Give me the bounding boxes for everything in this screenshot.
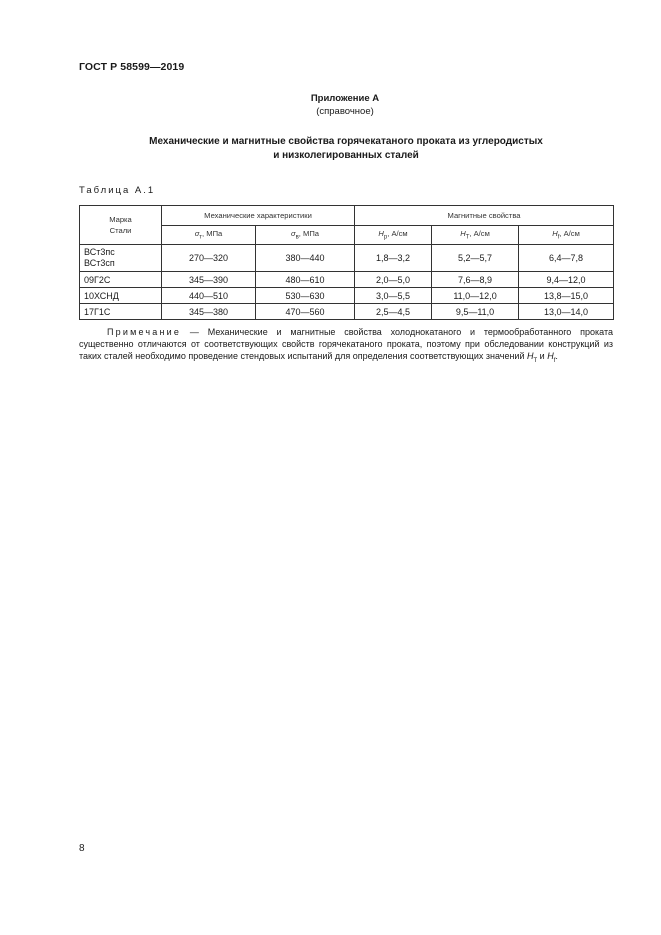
cell-ht: 5,2—5,7 — [432, 245, 519, 272]
cell-hp: 1,8—3,2 — [355, 245, 432, 272]
cell-steel-grade: 17Г1С — [80, 304, 162, 320]
cell-sigma-t: 345—390 — [162, 272, 256, 288]
header-steel-grade — [80, 206, 162, 245]
cell-hf: 9,4—12,0 — [519, 272, 614, 288]
cell-steel-grade: 10ХСНД — [80, 288, 162, 304]
cell-sigma-t: 440—510 — [162, 288, 256, 304]
appendix-title: Приложение А — [310, 93, 380, 104]
appendix-subtitle: (справочное) — [316, 106, 374, 117]
page-number: 8 — [79, 843, 85, 854]
cell-hp: 2,5—4,5 — [355, 304, 432, 320]
table-caption: Таблица А.1 — [79, 185, 156, 196]
document-id: ГОСТ Р 58599—2019 — [79, 61, 185, 73]
cell-steel-grade: ВСт3пс ВСт3сп — [80, 245, 162, 272]
table-row — [80, 272, 614, 288]
note-text: — Механические и магнитные свойства холоднокатаного и термообработанного проката существенно отличаются от соответствующих свойств горячекатаного проката, поэтому при обследовании конструкций из таких сталей необходимо проведение стендовых испытаний для определения соответствующих значений — [79, 327, 613, 362]
cell-ht: 11,0—12,0 — [432, 288, 519, 304]
table-row — [80, 288, 614, 304]
cell-hf: 13,0—14,0 — [519, 304, 614, 320]
table-header-row-1 — [80, 206, 614, 226]
cell-sigma-v: 530—630 — [256, 288, 355, 304]
header-sigma-v: $\sigma_в$, МПа — [256, 225, 355, 245]
cell-hf: 6,4—7,8 — [519, 245, 614, 272]
section-title-line1: Механические и магнитные свойства горячекатаного проката из углеродистых — [149, 136, 543, 147]
cell-hp: 3,0—5,5 — [355, 288, 432, 304]
header-hp: $H_p$, А/см — [355, 225, 432, 245]
section-title — [79, 135, 613, 163]
cell-sigma-t: 345—380 — [162, 304, 256, 320]
properties-table — [79, 205, 614, 320]
cell-sigma-v: 380—440 — [256, 245, 355, 272]
section-title-line2: и низколегированных сталей — [273, 150, 419, 161]
header-sigma-t: $\sigma_т$, МПа — [162, 225, 256, 245]
header-mechanical: Механические характеристики — [162, 206, 355, 226]
header-steel-grade-line1: Марка — [109, 215, 132, 224]
cell-hf: 13,8—15,0 — [519, 288, 614, 304]
cell-sigma-t: 270—320 — [162, 245, 256, 272]
table-row — [80, 245, 614, 272]
cell-sigma-v: 470—560 — [256, 304, 355, 320]
cell-sigma-v: 480—610 — [256, 272, 355, 288]
cell-hp: 2,0—5,0 — [355, 272, 432, 288]
table-row — [80, 304, 614, 320]
cell-ht: 9,5—11,0 — [432, 304, 519, 320]
header-hf: $H_f$, А/см — [519, 225, 614, 245]
header-ht: $H_T$, А/см — [432, 225, 519, 245]
header-steel-grade-line2: Стали — [109, 226, 132, 235]
cell-ht: 7,6—8,9 — [432, 272, 519, 288]
cell-steel-grade: 09Г2С — [80, 272, 162, 288]
note-label: Примечание — [107, 327, 182, 337]
header-magnetic: Магнитные свойства — [355, 206, 614, 226]
table-note: Примечание — Механические и магнитные свойства холоднокатаного и термообработанного проката существенно отличаются от соответствующих свойств горячекатаного проката, поэтому при обследовании конструкций из таких сталей необходимо проведение стендовых испытаний для определения соответствующих значений $H_T$ и $H_f$. — [79, 327, 613, 365]
